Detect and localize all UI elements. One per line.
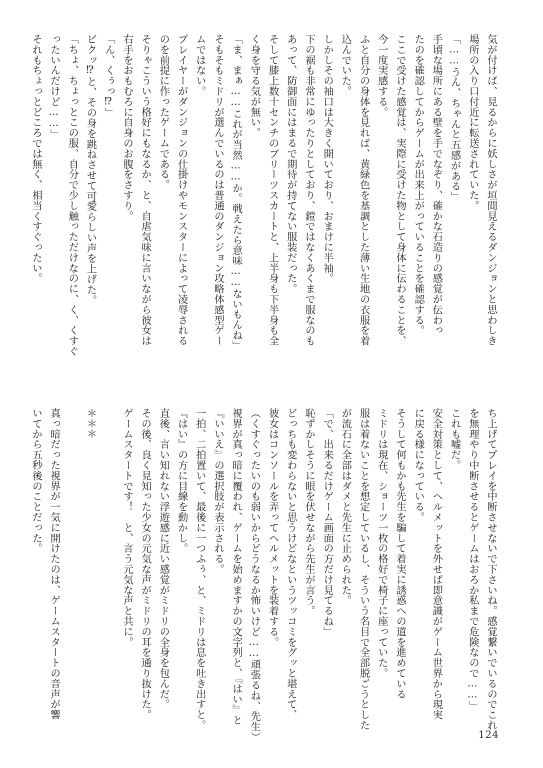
text-line: 「……うん、ちゃんと五感がある」 (448, 34, 460, 202)
lower-text-block (29, 408, 499, 754)
text-line: 右手をおもむろに自身のお腹をさすり。 (120, 34, 132, 222)
text-line: ち上げてプレイを中断させないで下さいね。感覚繋いでいるのでこれ (485, 408, 496, 731)
text-line: 「ん、くぅっ⁉」 (102, 34, 114, 118)
text-line: 気が付けば、見るからに妖しさが垣間見えるダンジョンと思わしき (485, 34, 496, 346)
text-line: 「ま、まぁ……これが当然……か。戦えたら意味……ないもんね」 (230, 34, 242, 351)
text-line: 下の裾も非常にゆったりとしており、鎧ではなくあくまで服なのも (302, 34, 314, 346)
text-line: いてから五秒後のことだった。 (29, 408, 41, 554)
text-line: どっちも変わらないと思うけどなというツッコミをグッと堪えて、 (284, 408, 296, 720)
text-line: 服は着ないことを想定しているし、そういう名目で全部脱ごうとした (357, 408, 369, 731)
text-line: プレイヤーがダンジョンの仕掛けやモンスターによって凌辱される (175, 34, 187, 346)
text-line: 恥ずかしそうに眼を伏せながら先生が言う。 (302, 408, 314, 616)
text-line: 今一度実感する。 (375, 34, 387, 118)
text-line: ビクッ⁉と、その身を跳ねさせて可愛らしい声を上げた。 (84, 34, 96, 306)
text-line: ゲームスタートです！ と、言う元気な声と共に。 (120, 408, 132, 648)
text-line: ったいんだけど……」 (48, 34, 60, 140)
text-line (99, 408, 117, 754)
text-line: に戻る様になっている。 (412, 408, 424, 523)
text-line: これも嘘だ。 (448, 408, 460, 471)
text-line: その後、良く見知った少女の元気な声がミドリの耳を通り抜けた。 (139, 408, 151, 720)
text-line: ここで受けた感覚は、実際に受けた物として身体に伝わることを、 (393, 34, 405, 346)
text-line: 一拍、二拍置いて、最後に一つふぅ、と、ミドリは息を吐き出すと。 (193, 408, 205, 731)
text-line: 安全対策として、ヘルメットを外せば即意識がゲーム世界から現実 (430, 408, 442, 720)
text-line: 「で、出来るだけゲーム画面の方だけ見てるね」 (321, 408, 333, 637)
text-line: 彼女はコンソールを弄ってヘルメットを装着する。 (266, 408, 278, 648)
text-line: そもそもミドリが選んでいるのは普通のダンジョン攻略体感型ゲー (211, 34, 223, 346)
page-number: 124 (478, 730, 499, 741)
text-line: のを前提に作ったゲームである。 (157, 34, 169, 190)
text-line: く身を守る気が無い。 (248, 34, 260, 138)
text-line: しかしその袖口は大きく開いており、おまけに半袖。 (321, 34, 333, 284)
text-line: あって、防御面にはまるで期待が持てない服装だった。 (284, 34, 296, 294)
text-line: 視界が真っ暗に覆われ、ゲームを始めますかの文字列と、『はい』と (230, 408, 242, 726)
text-line: ミドリは現在、ショーツ一枚の格好で椅子に座っていた。 (375, 408, 387, 679)
text-line: 込んでいた。 (339, 34, 351, 97)
text-line: 場所の入り口付近に転送されていた。 (466, 34, 478, 211)
text-line: 『いいえ』の選択肢が表示される。 (211, 408, 223, 575)
upper-text-block (29, 34, 499, 380)
text-line: 「ちょ、ちょっとこの服、自分で少し触っただけなのに、く、くすぐ (66, 34, 78, 357)
text-line: たのを確認してからゲームが出来上がっていることを確認する。 (412, 34, 424, 336)
text-line: 直後、言い知れない浮遊感に近い感覚がミドリの全身を包んだ。 (157, 408, 169, 710)
text-line: ムではない。 (193, 34, 205, 97)
text-line: を無理やり中断させるとゲームはおろか私まで危険なので……」 (466, 408, 478, 712)
text-line: そりゃこういう格好にもなるか、と、自虐気味に言いながら彼女は (139, 34, 151, 346)
text-line: そして膝上数十センチのブリーツスカートと、上半身も下半身も全 (266, 34, 278, 346)
text-line: 手頃な場所にある壁を手でなぞり、確かな石造りの感覚が伝わっ (430, 34, 442, 336)
text-line: それもちょっとどころでは無く、相当くすぐったい。 (29, 34, 41, 284)
text-line: ふと自分の身体を見れば、黄緑色を基調とした薄い生地の衣服を着 (357, 34, 369, 346)
text-line: 真っ暗だった視界が一気に開けたのは、ゲームスタートの音声が響 (48, 408, 60, 720)
text-line: が流石に全部はダメと先生に止められた。 (339, 408, 351, 606)
text-line: 『はい』の方に目線を動かし。 (175, 408, 187, 554)
text-line (62, 408, 80, 754)
text-line: （くすぐったいのも弱いからどうなるか怖いけど……頑張るね、先生） (248, 408, 260, 743)
text-line: ＊＊＊ (84, 408, 96, 440)
text-line: そうして何もかも先生を騙して着実に誘惑への道を進めている (393, 408, 405, 700)
